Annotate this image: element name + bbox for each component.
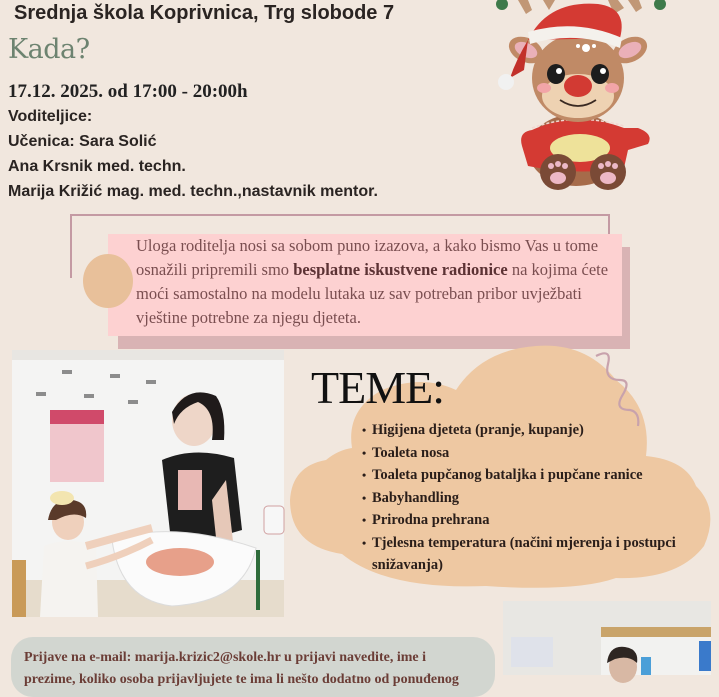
event-datetime: 17.12. 2025. od 17:00 - 20:00h [8,81,248,102]
leader-item: Ana Krsnik med. techn. [8,158,186,175]
leader-item: Učenica: Sara Solić [8,133,157,150]
topic-item: • Toaleta pupčanog bataljka i pupčane ranice [362,464,712,487]
squiggle-decoration [592,350,642,430]
leaders-heading: Voditeljice: [8,108,93,125]
registration-line: Prijave na e-mail: marija.krizic2@skole.hr u prijavi navedite, ime i [24,650,426,665]
when-heading: Kada? [8,34,90,65]
reindeer-illustration [488,0,668,200]
registration-line: prezime, koliko osoba prijavljujete te ima li nešto dodatno od ponuđenog [24,672,459,687]
registration-box [11,637,495,697]
leaders-list [8,107,378,207]
workshop-photo [12,350,284,617]
topic-item: • Babyhandling [362,487,712,510]
location-text: Srednja škola Koprivnica, Trg slobode 7 [14,2,395,24]
decorative-circle [83,254,133,308]
topics-list [362,419,712,577]
classroom-photo [503,601,711,675]
topic-item: • Higijena djeteta (pranje, kupanje) [362,419,712,442]
leader-item: Marija Križić mag. med. techn.,nastavnik mentor. [8,183,378,200]
intro-text [136,234,622,330]
topic-item: • Tjelesna temperatura (načini mjerenja i postupci snižavanja) [362,532,712,577]
topic-item: • Prirodna prehrana [362,509,712,532]
intro-text-highlight: besplatne iskustvene radionice [293,260,508,279]
topics-title: TEME: [311,362,444,413]
intro-text-start: Uloga roditelja nosi sa sobom puno izazova, a kako bismo Vas u tome osnažili pripremili smo [136,236,599,279]
topic-item: • Toaleta nosa [362,442,712,465]
info-box [108,234,622,336]
intro-text-end: na kojima ćete moći samostalno na modelu lutaka uz sav potreban pribor uvježbati vještine potrebne za njegu djeteta. [136,260,609,327]
